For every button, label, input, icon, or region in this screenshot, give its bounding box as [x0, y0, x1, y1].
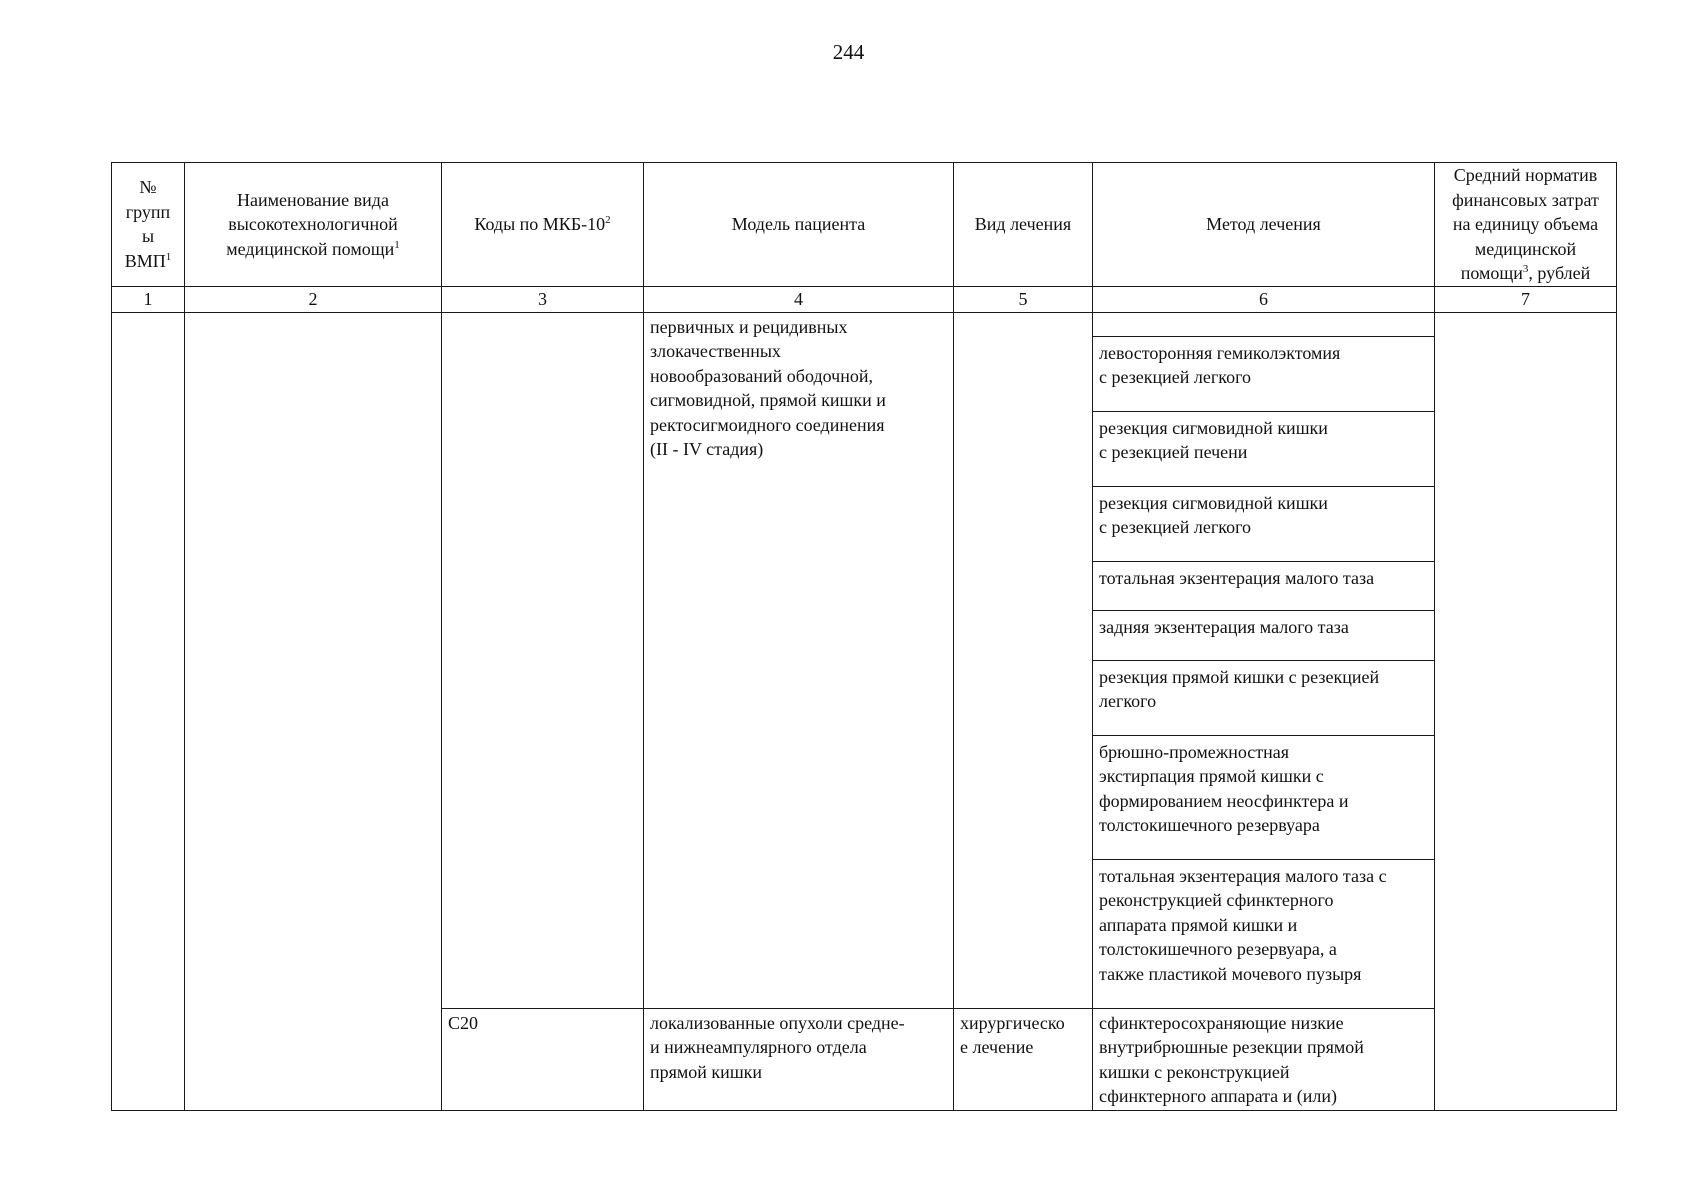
column-number: 1: [112, 286, 185, 312]
treatment-method-cell: [1093, 312, 1435, 1008]
patient-model-cell: локализованные опухоли средне- и нижнеампулярного отдела прямой кишки: [644, 1008, 954, 1110]
header-cost-standard: Средний норматив финансовых затрат на единицу объема медицинской помощи$^3$, рублей: [1435, 163, 1617, 287]
patient-model-cell: первичных и рецидивных злокачественных новообразований ободочной, сигмовидной, прямой кишки и ректосигмоидного соединения (II - IV стадия): [644, 312, 954, 1008]
method-item: резекция сигмовидной кишки с резекцией печени: [1093, 412, 1434, 487]
header-treatment-type: Вид лечения: [954, 163, 1093, 287]
cost-cell: [1435, 312, 1617, 1110]
header-treatment-method: Метод лечения: [1093, 163, 1435, 287]
column-number: 6: [1093, 286, 1435, 312]
vmp-table: [111, 162, 1617, 1111]
method-item: резекция сигмовидной кишки с резекцией легкого: [1093, 487, 1434, 562]
header-care-type: Наименование вида высокотехнологичной медицинской помощи$^1$: [185, 163, 442, 287]
method-item: резекция прямой кишки с резекцией легкого: [1093, 661, 1434, 736]
treatment-type-cell: [954, 312, 1093, 1008]
method-item: левосторонняя гемиколэктомия с резекцией легкого: [1093, 337, 1434, 412]
header-patient-model: Модель пациента: [644, 163, 954, 287]
method-item: задняя экзентерация малого таза: [1093, 611, 1434, 661]
column-number: 3: [442, 286, 644, 312]
column-number: 7: [1435, 286, 1617, 312]
icd-code-cell: [442, 312, 644, 1008]
header-row: [112, 163, 1617, 287]
page-number: 244: [832, 40, 865, 64]
column-number-row: [112, 286, 1617, 312]
column-number: 4: [644, 286, 954, 312]
method-item: тотальная экзентерация малого таза с реконструкцией сфинктерного аппарата прямой кишки и толстокишечного резервуара, а также пластикой мочевого пузыря: [1099, 865, 1387, 984]
method-item: тотальная экзентерация малого таза: [1093, 562, 1434, 611]
method-item: [1093, 313, 1434, 337]
table-row: [112, 312, 1617, 1008]
column-number: 5: [954, 286, 1093, 312]
column-number: 2: [185, 286, 442, 312]
care-type-cell: [185, 312, 442, 1110]
group-number-cell: [112, 312, 185, 1110]
treatment-method-cell: сфинктеросохраняющие низкие внутрибрюшные резекции прямой кишки с реконструкцией сфинктерного аппарата и (или): [1093, 1008, 1435, 1110]
icd-code-cell: C20: [442, 1008, 644, 1110]
header-icd-codes: Коды по МКБ-$10^2$: [442, 163, 644, 287]
header-group-number: № групп ы ВМП$^1$: [112, 163, 185, 287]
treatment-type-cell: хирургическо е лечение: [954, 1008, 1093, 1110]
method-item: брюшно-промежностная экстирпация прямой кишки с формированием неосфинктера и толстокишечного резервуара: [1093, 736, 1434, 860]
